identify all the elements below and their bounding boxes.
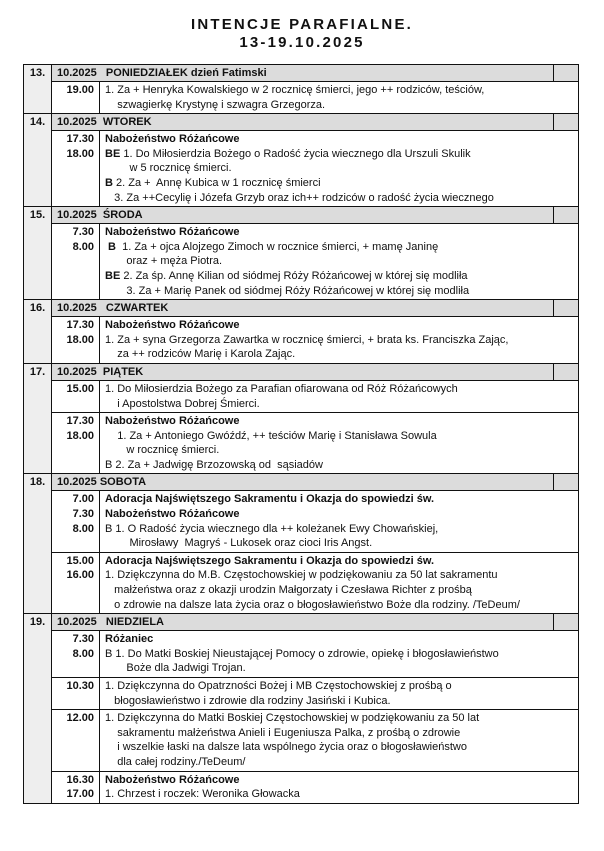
service-time: 18.00	[66, 333, 94, 346]
intention-cell	[100, 631, 578, 677]
intention-line: 1. Dziękczynna do Opatrzności Bożej i MB Częstochowskiej z prośbą o	[105, 680, 452, 692]
time-cell	[52, 553, 100, 613]
intention-line: 1. Dziękczynna do M.B. Częstochowskiej w podziękowaniu za 50 lat sakramentu	[105, 569, 498, 582]
service-block	[52, 317, 578, 363]
day-header-row	[52, 614, 578, 631]
day-header-row	[52, 364, 578, 381]
service-name: Nabożeństwo Różańcowe	[105, 773, 240, 786]
intention-line: B 1. O Radość życia wiecznego dla ++ koleżanek Ewy Chowańskiej,	[105, 522, 439, 535]
time-cell	[52, 131, 100, 206]
service-time: 12.00	[66, 712, 94, 725]
service-time: 15.00	[66, 382, 94, 395]
day-body	[52, 614, 578, 803]
document-title	[0, 16, 604, 52]
service-block	[52, 491, 578, 552]
service-time: 16.00	[66, 569, 94, 582]
day-header-empty-cell	[553, 614, 578, 630]
day-header-title: 10.2025 SOBOTA	[57, 476, 147, 489]
day-number: 18.	[24, 474, 52, 613]
service-block	[52, 710, 578, 771]
intention-cell	[100, 131, 578, 206]
day-section	[24, 65, 578, 114]
service-block	[52, 224, 578, 299]
day-header-title: 10.2025 WTOREK	[57, 116, 152, 129]
day-number: 17.	[24, 364, 52, 474]
day-number: 15.	[24, 207, 52, 299]
service-name: Różaniec	[105, 633, 154, 646]
intention-line: oraz + męża Piotra.	[105, 255, 223, 268]
day-header-empty-cell	[553, 65, 578, 81]
service-block	[52, 131, 578, 206]
intention-line: 1. Chrzest i roczek: Weronika Głowacka	[105, 788, 300, 801]
time-cell	[52, 82, 100, 113]
intention-line: małżeństwa oraz z okazji urodzin Małgorzaty i Czesława Richter z prośbą	[105, 584, 472, 597]
day-header-row	[52, 207, 578, 224]
service-time: 19.00	[66, 84, 94, 96]
time-cell	[52, 381, 100, 412]
intention-line: 3. Za ++Cecylię i Józefa Grzyb oraz ich++ rodziców o radość życia wiecznego	[105, 191, 494, 204]
day-section	[24, 207, 578, 300]
intention-line: B 1. Do Matki Boskiej Nieustającej Pomocy o zdrowie, opiekę i błogosławieństwo	[105, 647, 499, 660]
day-section	[24, 474, 578, 614]
time-cell	[52, 631, 100, 677]
intention-line	[105, 176, 578, 191]
intention-line	[105, 240, 578, 255]
day-number: 16.	[24, 300, 52, 363]
day-section	[24, 614, 578, 804]
time-cell	[52, 413, 100, 473]
service-time: 7.00	[72, 493, 94, 506]
intention-cell	[100, 491, 578, 551]
day-header-empty-cell	[553, 114, 578, 130]
service-name: Nabożeństwo Różańcowe	[105, 226, 240, 239]
day-header-empty-cell	[553, 300, 578, 316]
day-body	[52, 114, 578, 206]
day-body	[52, 207, 578, 299]
service-time: 8.00	[72, 522, 94, 535]
service-time: 17.30	[66, 133, 94, 146]
service-block	[52, 678, 578, 710]
service-name: Nabożeństwo Różańcowe	[105, 415, 240, 428]
intention-cell	[100, 413, 578, 473]
intention-line	[105, 269, 578, 284]
day-header-empty-cell	[553, 207, 578, 223]
service-time: 15.00	[66, 554, 94, 567]
day-section	[24, 114, 578, 207]
day-header-title: 10.2025 ŚRODA	[57, 209, 143, 222]
intention-line: 1. Za + Henryka Kowalskiego w 2 rocznicę śmierci, jego ++ rodziców, teściów,	[105, 84, 485, 96]
service-name: Adoracja Najświętszego Sakramentu i Okazja do spowiedzi św.	[105, 554, 435, 567]
service-block	[52, 553, 578, 613]
day-body	[52, 300, 578, 363]
day-header-title: 10.2025 CZWARTEK	[57, 302, 169, 315]
day-header-title: 10.2025 NIEDZIELA	[57, 616, 164, 629]
day-number: 13.	[24, 65, 52, 113]
day-body	[52, 364, 578, 474]
time-cell	[52, 317, 100, 363]
intention-cell	[100, 678, 578, 709]
intention-cell	[100, 317, 578, 363]
service-time: 7.30	[72, 508, 94, 521]
intention-line: szwagierkę Krystynę i szwagra Grzegorza.	[105, 98, 326, 111]
intention-text: 2. Za + Annę Kubica w 1 rocznicę śmierci	[112, 176, 321, 189]
day-header-row	[52, 114, 578, 131]
intention-line: błogosławieństwo i zdrowie dla rodziny Jasiński i Kubica.	[105, 694, 391, 707]
intention-cell	[100, 224, 578, 299]
intention-line: 1. Dziękczynna do Matki Boskiej Częstochowskiej w podziękowaniu za 50 lat	[105, 712, 480, 725]
blessing-marker: B	[105, 240, 116, 253]
day-header-row	[52, 474, 578, 491]
intention-text: 1. Za + ojca Alojzego Zimoch w rocznice śmierci, + mamę Janinę	[116, 240, 439, 253]
intention-line: za ++ rodziców Marię i Karola Zając.	[105, 348, 296, 361]
time-cell	[52, 224, 100, 299]
intention-line: w rocznicę śmierci.	[105, 444, 220, 457]
intention-cell	[100, 772, 578, 803]
intention-line: B 2. Za + Jadwigę Brzozowską od sąsiadów	[105, 458, 323, 471]
intention-cell	[100, 710, 578, 770]
intention-line: i wszelkie łaski na dalsze lata wspólnego życia oraz o błogosławieństwo	[105, 741, 467, 754]
blessing-marker: BE	[105, 269, 121, 282]
service-time: 17.30	[66, 319, 94, 332]
day-section	[24, 300, 578, 364]
intention-cell	[100, 381, 578, 412]
intention-line	[105, 147, 578, 162]
service-time: 17.30	[66, 415, 94, 428]
intention-line: Boże dla Jadwigi Trojan.	[105, 662, 246, 675]
service-time: 7.30	[72, 226, 94, 239]
title-line-dates: 13-19.10.2025	[239, 34, 365, 51]
intention-line: o zdrowie na dalsze lata życia oraz o błogosławieństwo Boże dla rodziny. /TeDeum/	[105, 598, 520, 611]
intention-line: 1. Do Miłosierdzia Bożego za Parafian ofiarowana od Róż Różańcowych	[105, 382, 458, 395]
day-body	[52, 65, 578, 113]
service-time: 16.30	[66, 773, 94, 786]
service-time: 7.30	[72, 633, 94, 646]
intention-line: w 5 rocznicę śmierci.	[105, 162, 232, 175]
service-name: Nabożeństwo Różańcowe	[105, 508, 240, 521]
time-cell	[52, 710, 100, 770]
day-number: 19.	[24, 614, 52, 803]
time-cell	[52, 491, 100, 551]
service-time: 10.30	[66, 680, 94, 692]
service-time: 17.00	[66, 788, 94, 801]
service-name: Adoracja Najświętszego Sakramentu i Okazja do spowiedzi św.	[105, 493, 435, 506]
intention-line: dla całej rodziny./TeDeum/	[105, 755, 246, 768]
service-block	[52, 413, 578, 473]
service-time: 8.00	[72, 240, 94, 253]
intention-line: 1. Za + syna Grzegorza Zawartka w rocznicę śmierci, + brata ks. Franciszka Zając,	[105, 333, 509, 346]
service-time: 18.00	[66, 429, 94, 442]
blessing-marker: B	[105, 176, 113, 189]
intention-line: 3. Za + Marię Panek od siódmej Róży Różańcowej w której się modliła	[105, 284, 470, 297]
intention-line: sakramentu małżeństwa Anieli i Eugeniusza Palka, z prośbą o zdrowie	[105, 726, 461, 739]
intention-line: Mirosławy Magryś - Lukosek oraz cioci Iris Angst.	[105, 537, 373, 550]
day-header-row	[52, 65, 578, 82]
service-name: Nabożeństwo Różańcowe	[105, 319, 240, 332]
intention-line: 1. Za + Antoniego Gwóźdź, ++ teściów Marię i Stanisława Sowula	[105, 429, 437, 442]
title-line-heading: INTENCJE PARAFIALNE.	[190, 16, 414, 33]
day-body	[52, 474, 578, 613]
intention-cell	[100, 553, 578, 613]
service-name: Nabożeństwo Różańcowe	[105, 133, 240, 146]
intention-line: i Apostolstwa Dobrej Śmierci.	[105, 397, 260, 410]
service-block	[52, 82, 578, 113]
service-block	[52, 631, 578, 678]
service-time: 8.00	[72, 647, 94, 660]
day-number: 14.	[24, 114, 52, 206]
service-block	[52, 772, 578, 803]
day-header-empty-cell	[553, 364, 578, 380]
day-header-row	[52, 300, 578, 317]
blessing-marker: BE	[105, 147, 121, 160]
time-cell	[52, 678, 100, 709]
day-section	[24, 364, 578, 475]
intention-text: 2. Za śp. Annę Kilian od siódmej Róży Różańcowej w której się modliła	[120, 269, 468, 282]
intention-text: 1. Do Miłosierdzia Bożego o Radość życia wiecznego dla Urszuli Skulik	[120, 147, 471, 160]
day-header-title: 10.2025 PONIEDZIAŁEK dzień Fatimski	[57, 67, 267, 79]
time-cell	[52, 772, 100, 803]
service-time: 18.00	[66, 147, 94, 160]
intentions-table	[23, 64, 579, 804]
intention-cell	[100, 82, 578, 113]
service-block	[52, 381, 578, 413]
day-header-title: 10.2025 PIĄTEK	[57, 365, 144, 378]
day-header-empty-cell	[553, 474, 578, 490]
